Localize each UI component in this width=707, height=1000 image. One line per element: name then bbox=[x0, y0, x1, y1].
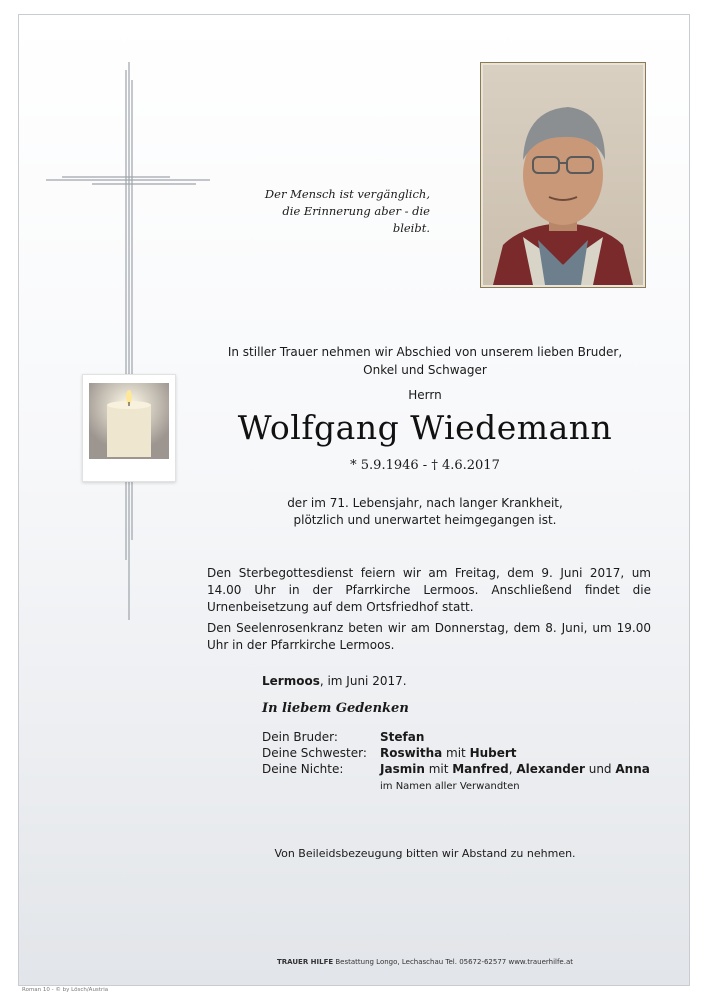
relative-name: Roswitha bbox=[380, 746, 443, 760]
quote-line-2: die Erinnerung aber - die bleibt. bbox=[282, 204, 430, 235]
corner-note: Roman 10 - © by Lösch/Austria bbox=[22, 987, 109, 993]
memory-heading: In liebem Gedenken bbox=[262, 701, 409, 716]
candle-icon bbox=[83, 375, 175, 481]
quote-line-1: Der Mensch ist vergänglich, bbox=[264, 187, 430, 201]
relative-separator: und bbox=[584, 762, 616, 776]
deceased-name: Wolfgang Wiedemann bbox=[237, 408, 613, 447]
salutation: Herrn bbox=[408, 388, 442, 402]
candle-image bbox=[82, 374, 176, 482]
passing-text bbox=[200, 495, 650, 529]
rosary-paragraph: Den Seelenrosenkranz beten wir am Donnerstag, dem 8. Juni, um 19.00 Uhr in der Pfarrkirche Lermoos. bbox=[207, 621, 651, 652]
quote bbox=[250, 186, 430, 237]
relative-row bbox=[262, 730, 424, 744]
relative-name: Stefan bbox=[380, 730, 425, 744]
relative-row bbox=[262, 762, 650, 776]
footer bbox=[200, 958, 650, 966]
relative-label: Dein Bruder: bbox=[262, 730, 338, 744]
relative-separator: mit bbox=[424, 762, 453, 776]
footer-brand: TRAUER HILFE bbox=[276, 958, 334, 966]
place-date bbox=[262, 674, 407, 688]
condolence-note: Von Beileidsbezeugung bitten wir Abstand zu nehmen. bbox=[274, 847, 576, 860]
intro-line-2: Onkel und Schwager bbox=[363, 363, 487, 377]
footer-contact: Bestattung Longo, Lechaschau Tel. 05672-62577 www.trauerhilfe.at bbox=[333, 958, 573, 966]
relative-name: Alexander bbox=[516, 762, 585, 776]
passing-line-2: plötzlich und unerwartet heimgegangen ist. bbox=[293, 513, 557, 527]
relative-name: Manfred bbox=[452, 762, 509, 776]
relative-name: Jasmin bbox=[380, 762, 425, 776]
service-paragraph: Den Sterbegottesdienst feiern wir am Freitag, dem 9. Juni 2017, um 14.00 Uhr in der Pfarrkirche Lermoos. Anschließend findet die Urnenbeisetzung auf dem Ortsfriedhof statt. bbox=[207, 566, 651, 614]
relative-label: Deine Nichte: bbox=[262, 762, 344, 776]
passing-line-1: der im 71. Lebensjahr, nach langer Krankheit, bbox=[287, 496, 563, 510]
portrait-image bbox=[483, 65, 643, 285]
portrait-photo bbox=[480, 62, 646, 288]
relative-label: Deine Schwester: bbox=[262, 746, 367, 760]
life-dates: * 5.9.1946 - † 4.6.2017 bbox=[350, 458, 500, 473]
relative-row bbox=[262, 746, 517, 760]
intro-text bbox=[200, 343, 650, 379]
relative-name: Hubert bbox=[469, 746, 517, 760]
relative-separator: , bbox=[508, 762, 517, 776]
intro-line-1: In stiller Trauer nehmen wir Abschied von unserem lieben Bruder, bbox=[227, 345, 623, 359]
all-relatives-note: im Namen aller Verwandten bbox=[380, 781, 520, 792]
place-name: Lermoos bbox=[262, 674, 320, 688]
relative-separator: mit bbox=[442, 746, 470, 760]
relative-name: Anna bbox=[615, 762, 650, 776]
place-date-rest: , im Juni 2017. bbox=[319, 674, 407, 688]
